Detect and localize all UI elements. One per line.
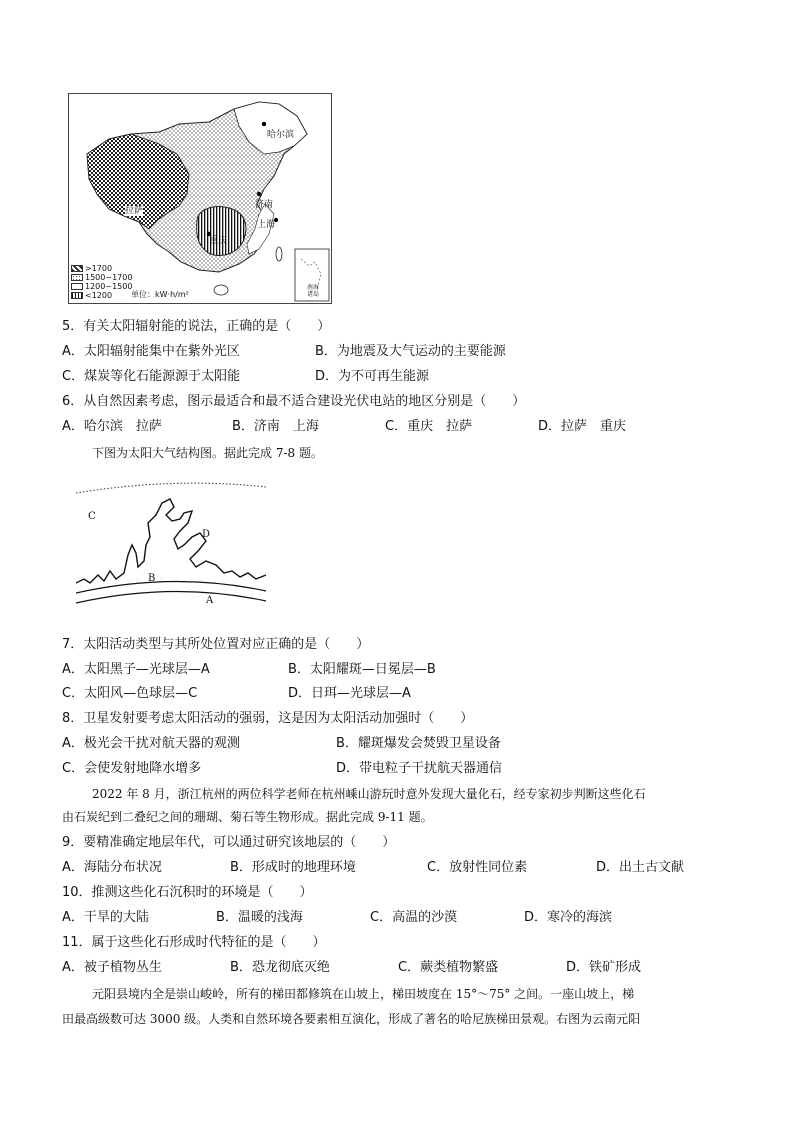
q10-option-b: B．温暖的浅海 — [216, 910, 303, 925]
q5-option-d: D．为不可再生能源 — [315, 369, 430, 384]
solar-atmosphere-drawing — [76, 475, 272, 625]
q10-stem: 10．推测这些化石沉积时的环境是（ ） — [62, 885, 313, 900]
q6-stem: 6．从自然因素考虑，图示最适合和最不适合建设光伏电站的地区分别是（ ） — [62, 394, 526, 409]
diagram-label-d: D — [202, 529, 211, 540]
q9-option-b: B．形成时的地理环境 — [230, 860, 356, 875]
legend-swatch-dense — [71, 265, 83, 272]
q11-stem: 11．属于这些化石形成时代特征的是（ ） — [62, 935, 326, 950]
final-passage-line2: 田最高级数可达 3000 级。人类和自然环境各要素相互演化，形成了著名的哈尼族梯田景观。右图为云南元阳 — [62, 1012, 641, 1026]
q5-option-a: A．太阳辐射能集中在紫外光区 — [62, 344, 240, 359]
q5-stem: 5．有关太阳辐射能的说法，正确的是（ ） — [62, 319, 331, 334]
q11-option-a: A．被子植物丛生 — [62, 960, 162, 975]
harbin-dot — [262, 122, 266, 126]
q6-option-d: D．拉萨 重庆 — [538, 419, 627, 434]
map-label-jinan: 济南 — [255, 200, 274, 210]
q9-option-a: A．海陆分布状况 — [62, 860, 162, 875]
map-label-chongqing: 重庆 — [209, 236, 228, 246]
legend-label-3: 1200~1500 — [85, 282, 133, 291]
q10-option-a: A．干旱的大陆 — [62, 910, 149, 925]
q9-option-d: D．出土古文献 — [596, 860, 685, 875]
q6-option-b: B．济南 上海 — [232, 419, 319, 434]
q5-option-c: C．煤炭等化石能源源于太阳能 — [62, 369, 241, 384]
taiwan-island — [276, 247, 282, 261]
q8-option-a: A．极光会干扰对航天器的观测 — [62, 736, 240, 751]
legend-label-4: <1200 — [85, 291, 113, 300]
jinan-dot — [257, 192, 261, 196]
q11-option-b: B．恐龙彻底灭绝 — [230, 960, 330, 975]
q10-option-c: C．高温的沙漠 — [370, 910, 458, 925]
q11-option-d: D．铁矿形成 — [566, 960, 642, 975]
hainan-island — [214, 285, 228, 295]
q7-option-c: C．太阳风—色球层—C — [62, 686, 198, 701]
photosphere-arc-inner — [76, 591, 266, 603]
legend-swatch-stipple — [71, 274, 83, 281]
legend-label-1: >1700 — [85, 264, 113, 273]
legend-swatch-white — [71, 283, 83, 290]
intro-7-8: 下图为太阳大气结构图。据此完成 7-8 题。 — [92, 446, 323, 460]
diagram-label-a: A — [206, 595, 214, 606]
q10-option-d: D．寒冷的海滨 — [524, 910, 613, 925]
q9-option-c: C．放射性同位素 — [427, 860, 528, 875]
q8-stem: 8．卫星发射要考虑太阳活动的强弱，这是因为太阳活动加强时（ ） — [62, 711, 474, 726]
q9-stem: 9．要精准确定地层年代，可以通过研究该地层的（ ） — [62, 835, 396, 850]
diagram-label-b: B — [148, 573, 156, 584]
q8-option-c: C．会使发射地降水增多 — [62, 761, 202, 776]
q6-option-a: A．哈尔滨 拉萨 — [62, 419, 162, 434]
legend-label-2: 1500~1700 — [85, 273, 133, 282]
q6-option-c: C．重庆 拉萨 — [385, 419, 473, 434]
intro-9-11-line1: 2022 年 8 月，浙江杭州的两位科学老师在杭州嵊山游玩时意外发现大量化石，经专家初步判断这些化石 — [92, 787, 646, 801]
q8-option-b: B．耀斑爆发会焚毁卫星设备 — [336, 736, 501, 751]
q7-option-b: B．太阳耀斑—日冕层—B — [288, 662, 436, 677]
diagram-label-c: C — [88, 511, 96, 522]
intro-9-11-line2: 由石炭纪到二叠纪之间的珊瑚、菊石等生物形成。据此完成 9-11 题。 — [62, 810, 433, 824]
q11-option-c: C．蕨类植物繁盛 — [398, 960, 499, 975]
solar-atmosphere-diagram — [76, 475, 272, 625]
q7-stem: 7．太阳活动类型与其所处位置对应正确的是（ ） — [62, 637, 370, 652]
q8-option-d: D．带电粒子干扰航天器通信 — [336, 761, 503, 776]
solar-radiation-map — [68, 93, 332, 304]
final-passage-line1: 元阳县境内全是崇山峻岭，所有的梯田都修筑在山坡上，梯田坡度在 15°～75° 之间。一座山坡上，梯 — [92, 987, 635, 1001]
q7-option-d: D．日珥—光球层—A — [288, 686, 411, 701]
legend-swatch-vertical — [71, 292, 83, 299]
region-under-1200 — [197, 207, 246, 256]
map-label-inset: 南海诸岛 — [307, 284, 320, 298]
map-unit: 单位：kW·h/m² — [131, 290, 189, 299]
map-label-harbin: 哈尔滨 — [267, 130, 295, 140]
chromosphere-edge — [76, 499, 266, 583]
q5-option-b: B．为地震及大气运动的主要能源 — [315, 344, 506, 359]
q7-option-a: A．太阳黑子—光球层—A — [62, 662, 210, 677]
map-label-shanghai: 上海 — [257, 220, 276, 230]
map-label-lhasa: 拉萨 — [125, 206, 144, 216]
